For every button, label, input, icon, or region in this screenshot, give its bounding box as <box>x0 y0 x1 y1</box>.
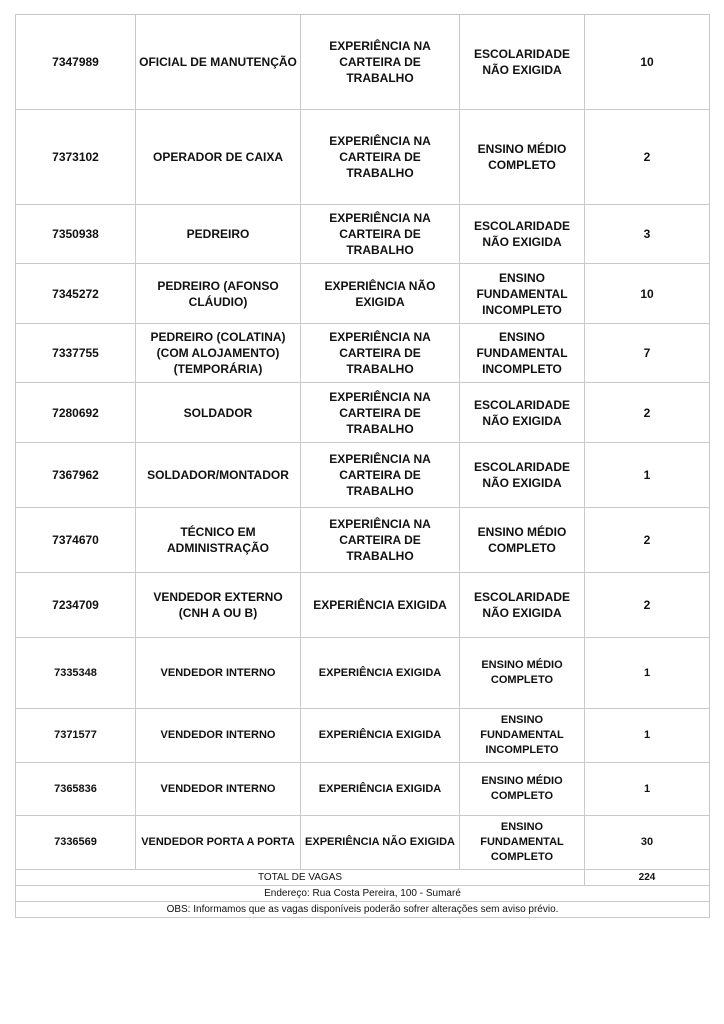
job-vacancies: 30 <box>585 816 710 870</box>
job-education: ESCOLARIDADE NÃO EXIGIDA <box>460 205 585 264</box>
job-experience: EXPERIÊNCIA NA CARTEIRA DE TRABALHO <box>301 443 460 508</box>
table-row <box>16 638 710 709</box>
job-education: ENSINO FUNDAMENTAL INCOMPLETO <box>460 324 585 383</box>
table-row <box>16 816 710 870</box>
job-vacancies: 3 <box>585 205 710 264</box>
job-code: 7350938 <box>16 205 136 264</box>
table-row <box>16 763 710 816</box>
table-row <box>16 383 710 443</box>
job-code: 7234709 <box>16 573 136 638</box>
job-experience: EXPERIÊNCIA NA CARTEIRA DE TRABALHO <box>301 383 460 443</box>
job-vacancies: 10 <box>585 15 710 110</box>
address-row <box>16 886 710 902</box>
job-code: 7365836 <box>16 763 136 816</box>
job-education: ENSINO MÉDIO COMPLETO <box>460 508 585 573</box>
job-code: 7345272 <box>16 264 136 324</box>
job-vacancies: 2 <box>585 508 710 573</box>
job-title: VENDEDOR INTERNO <box>136 763 301 816</box>
address-text: Endereço: Rua Costa Pereira, 100 - Sumaré <box>16 886 710 902</box>
job-experience: EXPERIÊNCIA NA CARTEIRA DE TRABALHO <box>301 205 460 264</box>
job-title: VENDEDOR PORTA A PORTA <box>136 816 301 870</box>
job-code: 7280692 <box>16 383 136 443</box>
table-row <box>16 324 710 383</box>
table-row <box>16 205 710 264</box>
table-row <box>16 264 710 324</box>
job-title: OPERADOR DE CAIXA <box>136 110 301 205</box>
job-code: 7373102 <box>16 110 136 205</box>
job-vacancies: 7 <box>585 324 710 383</box>
job-education: ENSINO FUNDAMENTAL INCOMPLETO <box>460 264 585 324</box>
job-code: 7335348 <box>16 638 136 709</box>
note-text: OBS: Informamos que as vagas disponíveis poderão sofrer alterações sem aviso prévio. <box>16 902 710 918</box>
job-vacancies: 2 <box>585 573 710 638</box>
job-experience: EXPERIÊNCIA NÃO EXIGIDA <box>301 816 460 870</box>
job-vacancies: 10 <box>585 264 710 324</box>
job-education: ESCOLARIDADE NÃO EXIGIDA <box>460 383 585 443</box>
job-code: 7337755 <box>16 324 136 383</box>
job-title: PEDREIRO (COLATINA) (COM ALOJAMENTO) (TEMPORÁRIA) <box>136 324 301 383</box>
note-row <box>16 902 710 918</box>
job-experience: EXPERIÊNCIA NA CARTEIRA DE TRABALHO <box>301 508 460 573</box>
table-row <box>16 110 710 205</box>
job-title: VENDEDOR INTERNO <box>136 638 301 709</box>
table-row <box>16 15 710 110</box>
job-code: 7336569 <box>16 816 136 870</box>
job-vacancies: 1 <box>585 763 710 816</box>
job-code: 7367962 <box>16 443 136 508</box>
job-education: ESCOLARIDADE NÃO EXIGIDA <box>460 443 585 508</box>
job-experience: EXPERIÊNCIA EXIGIDA <box>301 638 460 709</box>
job-education: ENSINO MÉDIO COMPLETO <box>460 763 585 816</box>
job-experience: EXPERIÊNCIA EXIGIDA <box>301 709 460 763</box>
job-education: ESCOLARIDADE NÃO EXIGIDA <box>460 15 585 110</box>
job-title: TÉCNICO EM ADMINISTRAÇÃO <box>136 508 301 573</box>
job-experience: EXPERIÊNCIA EXIGIDA <box>301 573 460 638</box>
job-experience: EXPERIÊNCIA NA CARTEIRA DE TRABALHO <box>301 324 460 383</box>
job-education: ENSINO FUNDAMENTAL COMPLETO <box>460 816 585 870</box>
job-education: ENSINO MÉDIO COMPLETO <box>460 110 585 205</box>
job-vacancies: 1 <box>585 443 710 508</box>
job-title: VENDEDOR INTERNO <box>136 709 301 763</box>
job-vacancies: 2 <box>585 383 710 443</box>
job-title: SOLDADOR/MONTADOR <box>136 443 301 508</box>
job-experience: EXPERIÊNCIA NA CARTEIRA DE TRABALHO <box>301 110 460 205</box>
job-education: ESCOLARIDADE NÃO EXIGIDA <box>460 573 585 638</box>
job-experience: EXPERIÊNCIA NÃO EXIGIDA <box>301 264 460 324</box>
table-row <box>16 443 710 508</box>
job-title: SOLDADOR <box>136 383 301 443</box>
job-experience: EXPERIÊNCIA NA CARTEIRA DE TRABALHO <box>301 15 460 110</box>
job-experience: EXPERIÊNCIA EXIGIDA <box>301 763 460 816</box>
job-vacancies: 2 <box>585 110 710 205</box>
total-row <box>16 870 710 886</box>
job-title: PEDREIRO <box>136 205 301 264</box>
job-vacancies: 1 <box>585 709 710 763</box>
table-row <box>16 508 710 573</box>
table-row <box>16 573 710 638</box>
job-title: OFICIAL DE MANUTENÇÃO <box>136 15 301 110</box>
table-row <box>16 709 710 763</box>
job-code: 7347989 <box>16 15 136 110</box>
total-value: 224 <box>585 870 710 886</box>
job-education: ENSINO FUNDAMENTAL INCOMPLETO <box>460 709 585 763</box>
job-code: 7371577 <box>16 709 136 763</box>
job-code: 7374670 <box>16 508 136 573</box>
total-label: TOTAL DE VAGAS <box>16 870 585 886</box>
job-education: ENSINO MÉDIO COMPLETO <box>460 638 585 709</box>
job-vacancies: 1 <box>585 638 710 709</box>
job-title: PEDREIRO (AFONSO CLÁUDIO) <box>136 264 301 324</box>
job-title: VENDEDOR EXTERNO (CNH A OU B) <box>136 573 301 638</box>
job-listings-table <box>15 14 710 918</box>
